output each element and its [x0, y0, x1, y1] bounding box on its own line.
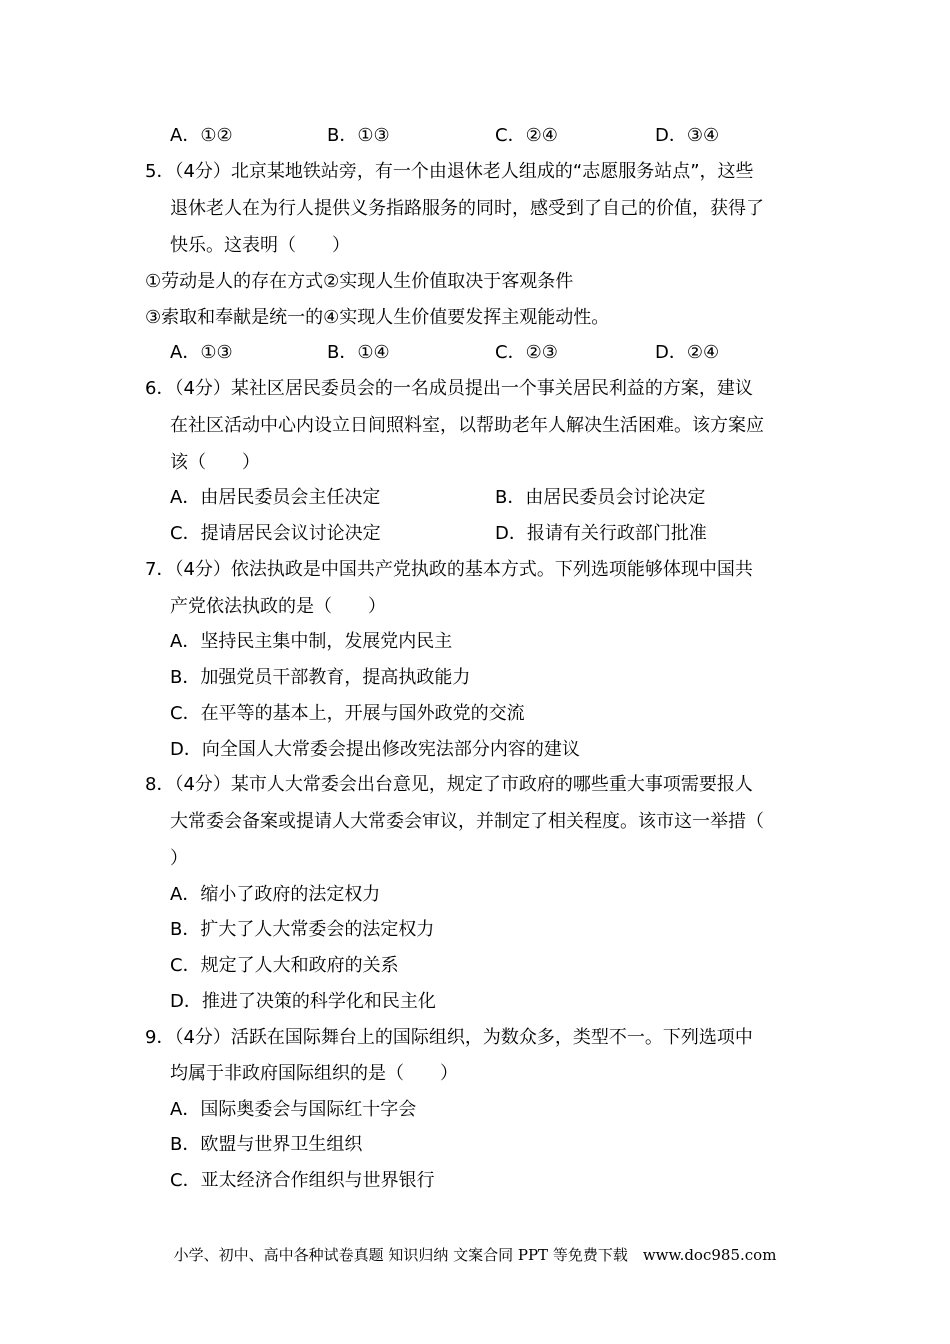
q7-stem-line-2: 产党依法执政的是（ ） — [170, 596, 386, 617]
q5-option-c: C．②③ — [495, 342, 558, 363]
q7-stem-line-1: 7．（4分）依法执政是中国共产党执政的基本方式。下列选项能够体现中国共 — [145, 559, 753, 580]
q7-option-c: C．在平等的基本上，开展与国外政党的交流 — [170, 703, 525, 724]
q8-option-d: D．推进了决策的科学化和民主化 — [170, 991, 436, 1012]
q7-option-a: A．坚持民主集中制，发展党内民主 — [170, 631, 453, 652]
q6-option-c: C．提请居民会议讨论决定 — [170, 523, 381, 544]
q8-stem-line-2: 大常委会备案或提请人大常委会审议，并制定了相关程度。该市这一举措（ — [170, 811, 764, 832]
q5-option-b: B．①④ — [327, 342, 390, 363]
q6-options-row-1 — [170, 486, 705, 510]
q4-option-c: C．②④ — [495, 125, 558, 146]
q9-stem-line-1: 9．（4分）活跃在国际舞台上的国际组织，为数众多，类型不一。下列选项中 — [145, 1027, 753, 1048]
q6-options-row-2 — [170, 522, 707, 546]
page-footer: 小学、初中、高中各种试卷真题 知识归纳 文案合同 PPT 等免费下载 www.doc985.com — [173, 1246, 777, 1264]
q5-option-d: D．②④ — [655, 342, 720, 363]
q5-statement-3-4: ③索取和奉献是统一的④实现人生价值要发挥主观能动性。 — [145, 307, 610, 328]
q8-option-a: A．缩小了政府的法定权力 — [170, 884, 381, 905]
q6-stem-line-1: 6．（4分）某社区居民委员会的一名成员提出一个事关居民利益的方案，建议 — [145, 378, 753, 399]
q5-stem-line-1: 5．（4分）北京某地铁站旁，有一个由退休老人组成的“志愿服务站点”，这些 — [145, 161, 754, 182]
q9-option-c: C．亚太经济合作组织与世界银行 — [170, 1170, 435, 1191]
q6-stem-line-2: 在社区活动中心内设立日间照料室，以帮助老年人解决生活困难。该方案应 — [170, 415, 764, 436]
q5-statement-1-2: ①劳动是人的存在方式②实现人生价值取决于客观条件 — [145, 271, 574, 292]
q9-option-a: A．国际奥委会与国际红十字会 — [170, 1099, 417, 1120]
q8-option-c: C．规定了人大和政府的关系 — [170, 955, 399, 976]
q4-option-a: A．①② — [170, 125, 233, 146]
q5-stem-line-3: 快乐。这表明（ ） — [170, 235, 350, 256]
q7-option-b: B．加强党员干部教育，提高执政能力 — [170, 667, 471, 688]
q8-stem-line-3: ） — [170, 848, 188, 869]
q8-option-b: B．扩大了人大常委会的法定权力 — [170, 919, 435, 940]
q4-options — [170, 124, 719, 148]
q7-option-d: D．向全国人大常委会提出修改宪法部分内容的建议 — [170, 739, 580, 760]
q5-option-a: A．①③ — [170, 342, 233, 363]
q8-stem-line-1: 8．（4分）某市人大常委会出台意见，规定了市政府的哪些重大事项需要报人 — [145, 774, 753, 795]
q9-option-b: B．欧盟与世界卫生组织 — [170, 1134, 363, 1155]
q5-stem-line-2: 退休老人在为行人提供义务指路服务的同时，感受到了自己的价值，获得了 — [170, 198, 764, 219]
q6-stem-line-3: 该（ ） — [170, 452, 260, 473]
q6-option-d: D．报请有关行政部门批准 — [495, 523, 707, 544]
q9-stem-line-2: 均属于非政府国际组织的是（ ） — [170, 1063, 458, 1084]
q5-options — [170, 341, 719, 365]
q4-option-b: B．①③ — [327, 125, 390, 146]
q6-option-a: A．由居民委员会主任决定 — [170, 487, 381, 508]
q4-option-d: D．③④ — [655, 125, 720, 146]
q6-option-b: B．由居民委员会讨论决定 — [495, 487, 706, 508]
